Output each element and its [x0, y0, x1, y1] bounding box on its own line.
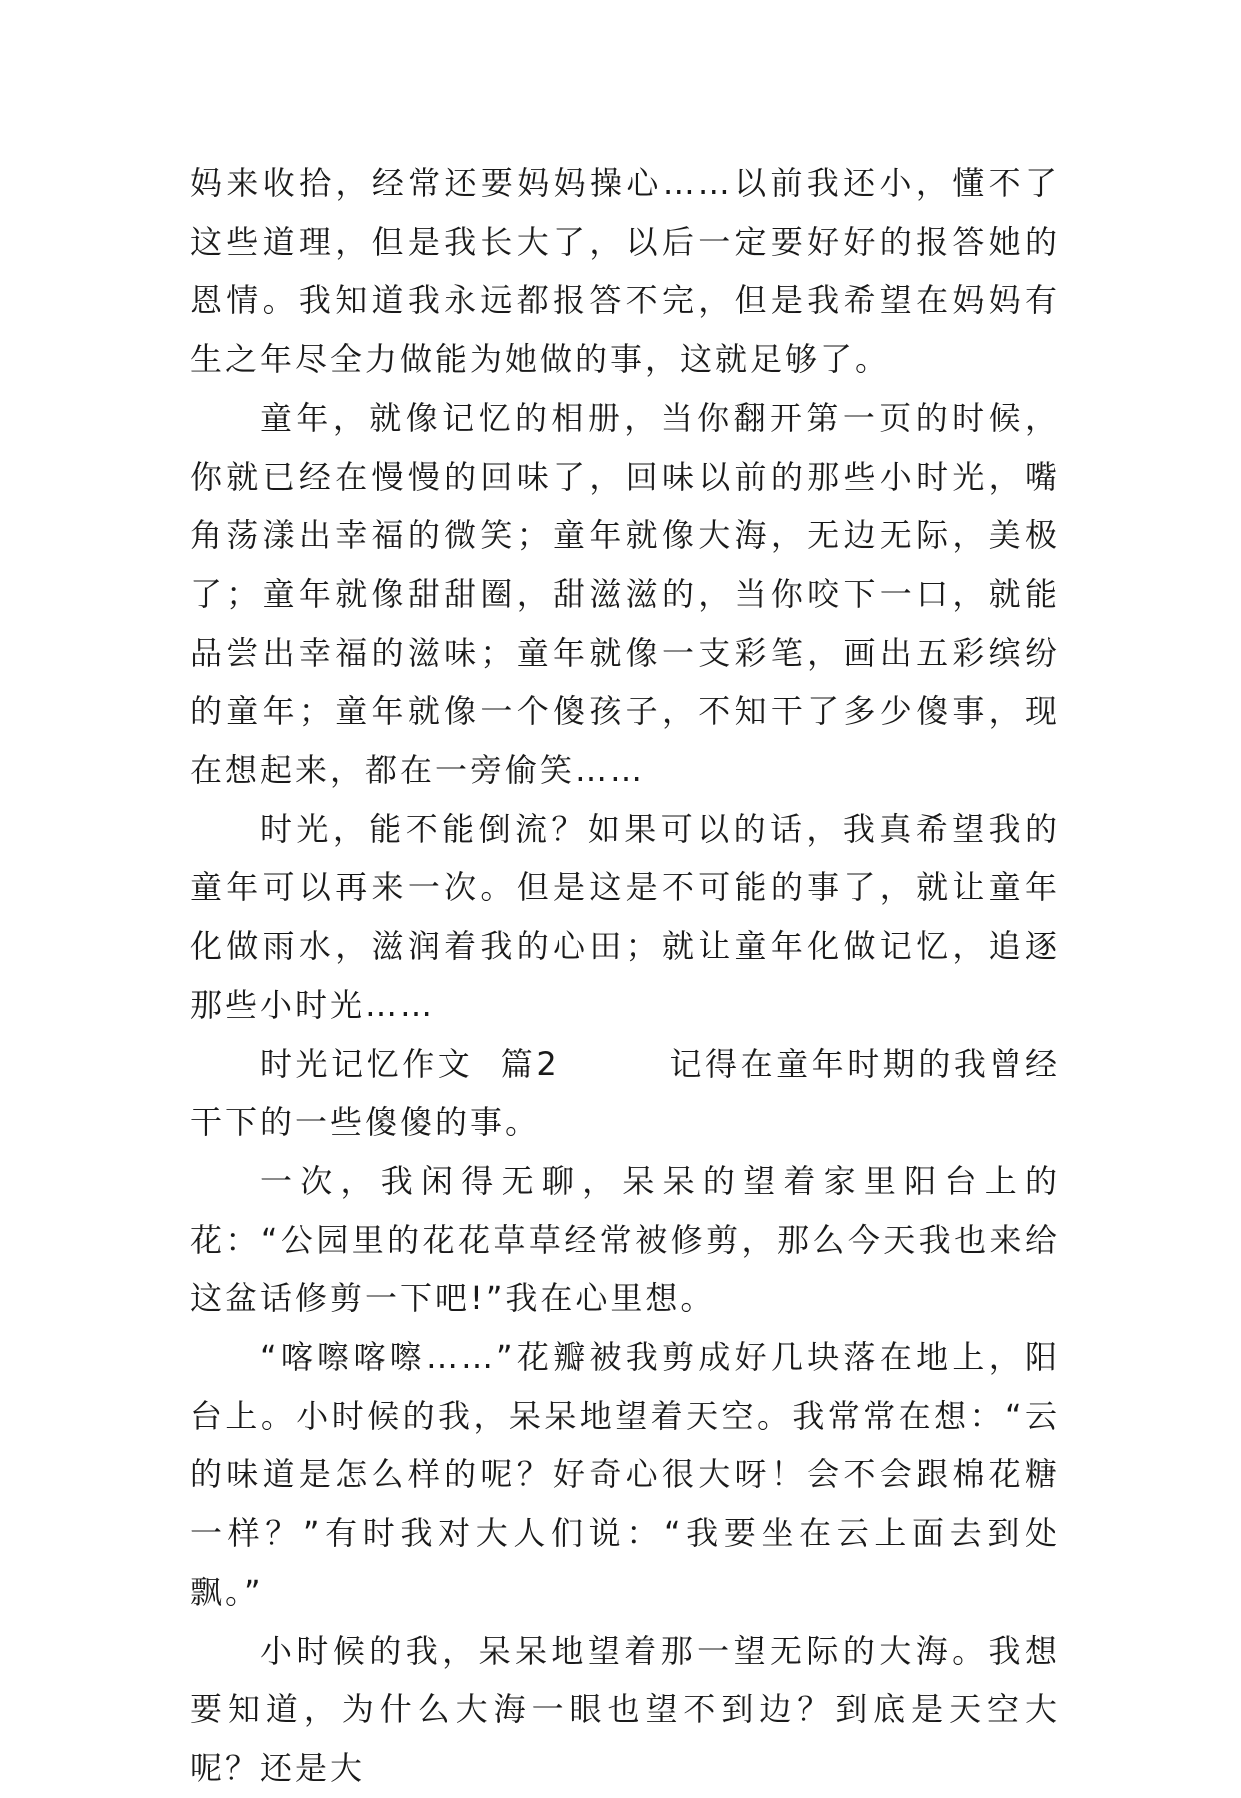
paragraph-5: 一次，我闲得无聊，呆呆的望着家里阳台上的花：“公园里的花花草草经常被修剪，那么今天我也来给这盆话修剪一下吧!”我在心里想。 [190, 1161, 1060, 1318]
paragraph-3: 时光，能不能倒流？如果可以的话，我真希望我的童年可以再来一次。但是这是不可能的事了，就让童年化做雨水，滋润着我的心田；就让童年化做记忆，追逐那些小时光…… [190, 809, 1060, 1024]
paragraph-4: 时光记忆作文 篇2 记得在童年时期的我曾经干下的一些傻傻的事。 [190, 1044, 1060, 1142]
paragraph-7: 小时候的我，呆呆地望着那一望无际的大海。我想要知道，为什么大海一眼也望不到边？到底是天空大呢？还是大 [190, 1631, 1060, 1787]
paragraph-1: 妈来收拾，经常还要妈妈操心……以前我还小，懂不了这些道理，但是我长大了，以后一定要好好的报答她的恩情。我知道我永远都报答不完，但是我希望在妈妈有生之年尽全力做能为她做的事，这就足够了。 [190, 164, 1060, 379]
paragraph-2: 童年，就像记忆的相册，当你翻开第一页的时候，你就已经在慢慢的回味了，回味以前的那些小时光，嘴角荡漾出幸福的微笑；童年就像大海，无边无际，美极了；童年就像甜甜圈，甜滋滋的，当你咬下一口，就能品尝出幸福的滋味；童年就像一支彩笔，画出五彩缤纷的童年；童年就像一个傻孩子，不知干了多少傻事，现在想起来，都在一旁偷笑…… [190, 398, 1060, 790]
body-text [190, 154, 1060, 1798]
paragraph-6: “喀嚓喀嚓……”花瓣被我剪成好几块落在地上，阳台上。小时候的我，呆呆地望着天空。我常常在想：“云的味道是怎么样的呢？好奇心很大呀！会不会跟棉花糖一样？”有时我对大人们说：“我要坐在云上面去到处飘。” [190, 1338, 1060, 1611]
